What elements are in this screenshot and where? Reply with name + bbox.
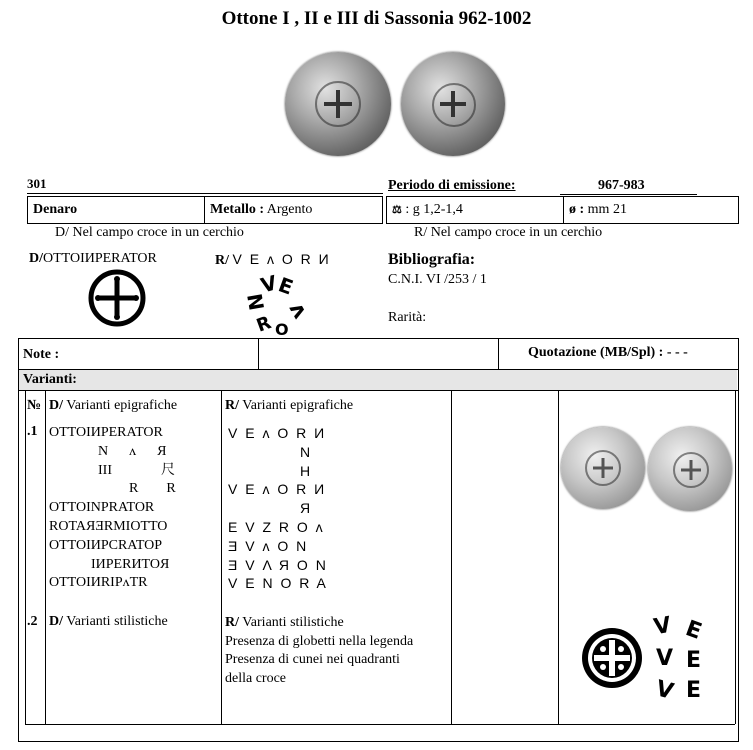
variant-number: .2	[27, 614, 38, 629]
denomination-metal-table	[27, 196, 383, 224]
glyph: O	[275, 320, 289, 339]
obverse-description: D/ Nel campo croce in un cerchio	[55, 225, 244, 240]
list-item: H	[300, 462, 313, 479]
variant1-r-list	[228, 424, 448, 593]
list-item: IИPERИTOЯ	[91, 556, 170, 572]
variant1-d-list	[49, 424, 219, 593]
glyph: E	[686, 678, 702, 703]
glyph: ʌ	[283, 298, 313, 323]
glyph: V	[258, 270, 280, 298]
page-title: Ottone I , II e III di Sassonia 962-1002	[221, 8, 532, 29]
col-r-prefix: R/	[225, 398, 239, 413]
obverse-coin-photo	[285, 52, 391, 156]
variant1-reverse-photo	[648, 427, 732, 511]
divider	[25, 724, 735, 725]
list-item: E V Z R O ʌ	[228, 518, 325, 535]
variant-number: .1	[27, 424, 38, 439]
weight-value: : g 1,2-1,4	[405, 202, 463, 217]
weight-diameter-table	[386, 196, 739, 224]
diameter-cell	[564, 197, 739, 224]
list-item: Я	[300, 500, 313, 517]
col-d-header	[49, 398, 177, 414]
periodo-value: 967-983	[598, 178, 645, 193]
reverse-legend-prefix: R/	[215, 253, 229, 268]
list-item: Ǝ V Λ Я O N	[228, 556, 328, 573]
col-d-title: Varianti epigrafiche	[66, 398, 178, 413]
glyph: V	[653, 676, 676, 705]
metal-cell	[205, 197, 383, 224]
reverse-coin-photo	[401, 52, 505, 156]
list-item: N ʌ Я	[98, 443, 167, 459]
divider	[258, 338, 259, 369]
scale-icon: ⚖	[392, 204, 402, 216]
list-item: OTTOIИPERATOR	[49, 425, 163, 440]
list-item: ROTAЯƎRMIOTTO	[49, 518, 168, 534]
divider	[221, 391, 222, 724]
list-item: Presenza di cunei nei quadranti	[225, 652, 400, 667]
list-item: OTTOINPRATOR	[49, 500, 155, 516]
list-item: III 尺	[98, 462, 175, 478]
divider	[498, 338, 499, 369]
bibliografia-value: C.N.I. VI /253 / 1	[388, 272, 487, 287]
diameter-label: ø :	[569, 202, 585, 217]
variant2-r	[225, 614, 413, 688]
diameter-value: mm 21	[587, 202, 627, 217]
col-r-header	[225, 398, 353, 414]
varianti-label: Varianti:	[23, 372, 77, 387]
glyph: E	[275, 272, 297, 300]
list-item: Presenza di globetti nella legenda	[225, 633, 414, 649]
divider	[451, 391, 452, 724]
variant2-reverse-drawing	[652, 612, 718, 708]
rarita-label: Rarità:	[388, 310, 427, 325]
col-d-prefix: D/	[49, 398, 63, 413]
weight-cell	[387, 197, 564, 224]
glyph: R	[253, 312, 275, 337]
divider	[558, 391, 559, 724]
list-item: V E ʌ O R И	[228, 425, 327, 441]
variant2-d-text: Varianti stilistiche	[66, 614, 168, 629]
divider	[45, 391, 46, 724]
divider	[560, 194, 697, 195]
reverse-description: R/ Nel campo croce in un cerchio	[414, 225, 603, 240]
varianti-header	[19, 370, 737, 390]
quotazione-label: Quotazione (MB/Spl) : - - -	[528, 345, 688, 360]
variant2-d-prefix: D/	[49, 614, 63, 629]
col-r-title: Varianti epigrafiche	[242, 398, 354, 413]
obverse-cross-drawing	[86, 267, 148, 329]
divider	[27, 193, 383, 194]
col-num-header: №	[27, 398, 42, 413]
glyph: E	[686, 648, 702, 673]
variant2-d	[49, 614, 168, 630]
obverse-legend-prefix: D/	[29, 251, 43, 266]
variant1-obverse-photo	[561, 427, 645, 509]
obverse-legend-text: OTTOIИPERATOR	[43, 251, 157, 266]
metal-label: Metallo :	[210, 202, 265, 217]
variant2-obverse-drawing	[578, 624, 646, 692]
note-label: Note :	[23, 347, 60, 362]
bibliografia-label: Bibliografia:	[388, 251, 476, 268]
obverse-legend	[29, 251, 157, 267]
catalog-number: 301	[27, 176, 47, 191]
glyph: V	[651, 612, 674, 641]
denomination: Denaro	[28, 197, 205, 224]
list-item: R R	[129, 481, 176, 497]
glyph: E	[682, 616, 705, 645]
glyph: N	[242, 291, 269, 313]
variant2-r-prefix: R/	[225, 615, 239, 630]
list-item: V E N O R A	[228, 575, 328, 592]
list-item: OTTOIИPCRATOP	[49, 537, 163, 553]
glyph: V	[656, 646, 674, 671]
list-item: Ǝ V ʌ O N	[228, 537, 309, 554]
list-item: N	[300, 443, 313, 460]
reverse-letters-drawing	[242, 270, 315, 340]
periodo-label: Periodo di emissione:	[388, 178, 516, 193]
list-item: V E ʌ O R И	[228, 481, 327, 498]
list-item: della croce	[225, 670, 287, 686]
variant2-r-title: Varianti stilistiche	[242, 615, 344, 630]
reverse-legend-text: V E ʌ O R И	[232, 251, 331, 267]
metal-value: Argento	[266, 202, 313, 217]
reverse-legend	[215, 251, 331, 269]
list-item: OTTOIИRIPʌTR	[49, 575, 148, 591]
